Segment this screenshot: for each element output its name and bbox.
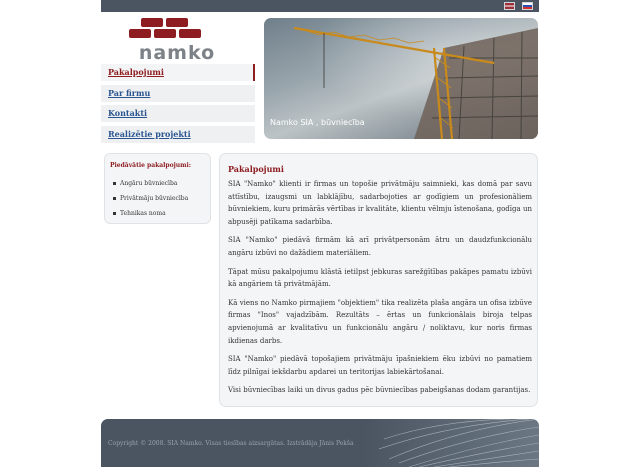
hero-caption: Namko SIA , būvniecība (270, 118, 365, 127)
hero-banner (264, 18, 538, 139)
sidebar-link[interactable] (113, 210, 166, 217)
sidebar-title: Piedāvātie pakalpojumi: (110, 162, 192, 169)
content-paragraph: Visi būvniecības laiki un divus gadus pēc būvniecības pabeigšanas dodam garantijas. (228, 386, 531, 395)
sidebar-link-label: Privātmāju būvniecība (120, 195, 189, 202)
logo-brick-icon (179, 29, 201, 38)
latvian-flag-icon[interactable] (504, 2, 515, 10)
content-paragraph: Kā viens no Namko pirmajiem "objektiem" tika realizēta plaša angāra un ofisa izbūve firmas "Inos" vajadzībām. Rezultāts – ērtas un funkcionālais biroja telpas apvienojumā ar kvalitatīvu un funkcionālu angāru / noliktavu, kur noris firmas ikdienas darbs. (228, 298, 532, 345)
content-body (228, 178, 532, 403)
content-paragraph: Tāpat mūsu pakalpojumu klāstā ietilpst jebkuras sarežģītības pakāpes pamatu izbūvi kā angāriem tā privātmājām. (228, 267, 532, 289)
bullet-icon (113, 182, 116, 185)
content-paragraph: SIA "Namko" piedāvā topošajiem privātmāju īpašniekiem ēku izbūvi no pamatiem līdz pilnīgai iekšdarbu apdarei un teritorijas labiekārtošanai. (228, 355, 532, 376)
logo-brick-icon (166, 18, 188, 27)
copyright-text: Copyright © 2008. SIA Namko. Visas tiesības aizsargātas. Izstrādāja Jānis Pekša (108, 440, 354, 447)
logo-brick-icon (141, 18, 163, 27)
sidebar-link-label: Tehnikas noma (120, 210, 166, 217)
nav-item-par-firmu[interactable]: Par firmu (101, 85, 255, 102)
logo[interactable] (111, 16, 243, 64)
nav-item-realizetie-projekti[interactable]: Realizētie projekti (101, 126, 255, 143)
nav-item-pakalpojumi[interactable]: Pakalpojumi (101, 64, 255, 81)
sidebar-link[interactable] (113, 195, 188, 202)
sidebar-link-label: Angāru būvniecība (120, 180, 178, 187)
content-paragraph: SIA "Namko" klienti ir firmas un topošie privātmāju saimnieki, kas domā par savu attīstību, izaugsmi un labklājību, sadarbojoties ar godīgiem un profesionāliem būvniekiem, kuru primārās vērtības ir kvalitāte, klientu vēlmju īstenošana, godīga un abpusēji patīkama sadarbība. (228, 180, 532, 226)
logo-brick-icon (154, 29, 176, 38)
bullet-icon (113, 197, 116, 200)
logo-text: namko (138, 42, 216, 64)
feather-decoration-icon (379, 419, 539, 467)
page-title: Pakalpojumi (228, 164, 284, 174)
content-panel (219, 153, 538, 407)
russian-flag-icon[interactable] (522, 2, 533, 10)
top-bar (101, 0, 539, 12)
sidebar-link[interactable] (113, 180, 177, 187)
bullet-icon (113, 212, 116, 215)
services-sidebar (104, 153, 211, 224)
nav-item-kontakti[interactable]: Kontakti (101, 105, 255, 122)
footer (101, 419, 539, 467)
logo-brick-icon (129, 29, 151, 38)
content-paragraph: SIA "Namko" piedāvā firmām kā arī privātpersonām ātru un daudzfunkcionālu angāru izbūvi no dažādiem materiāliem. (228, 236, 532, 257)
